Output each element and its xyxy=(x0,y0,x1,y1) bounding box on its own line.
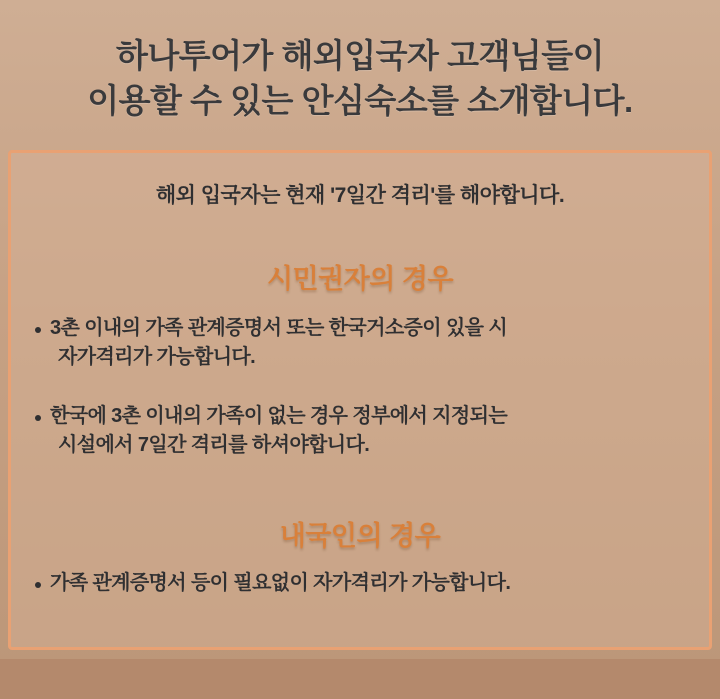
page-title xyxy=(0,0,720,131)
card-subtitle: 해외 입국자는 현재 '7일간 격리'를 해야합니다. xyxy=(155,184,565,207)
footer-strip xyxy=(0,659,720,699)
list-item-line-1: 가족 관계증명서 등이 필요없이 자가격리가 가능합니다. xyxy=(50,572,511,594)
list-item-line-1: 3촌 이내의 가족 관계증명서 또는 한국거소증이 있을 시 xyxy=(50,317,508,339)
bullet-dot-icon xyxy=(35,327,41,333)
list-item-text xyxy=(50,314,507,372)
bullet-dot-icon xyxy=(35,582,41,588)
section-title-resident: 내국인의 경우 xyxy=(279,521,441,551)
list-item xyxy=(35,402,691,460)
list-item-text xyxy=(50,569,510,598)
list-item-line-2: 시설에서 7일간 격리를 하셔야합니다. xyxy=(58,434,370,456)
list-item-line-2: 자가격리가 가능합니다. xyxy=(58,346,256,368)
list-item xyxy=(35,569,691,598)
list-item-text xyxy=(50,402,507,460)
list-item xyxy=(35,314,691,372)
section-title-citizen: 시민권자의 경우 xyxy=(266,264,454,294)
headline-line-1: 하나투어가 해외입국자 고객님들이 xyxy=(115,37,604,74)
info-card xyxy=(8,150,712,650)
headline-line-2: 이용할 수 있는 안심숙소를 소개합니다. xyxy=(87,81,633,119)
bullet-dot-icon xyxy=(35,415,41,421)
list-item-line-1: 한국에 3촌 이내의 가족이 없는 경우 정부에서 지정되는 xyxy=(50,405,508,427)
